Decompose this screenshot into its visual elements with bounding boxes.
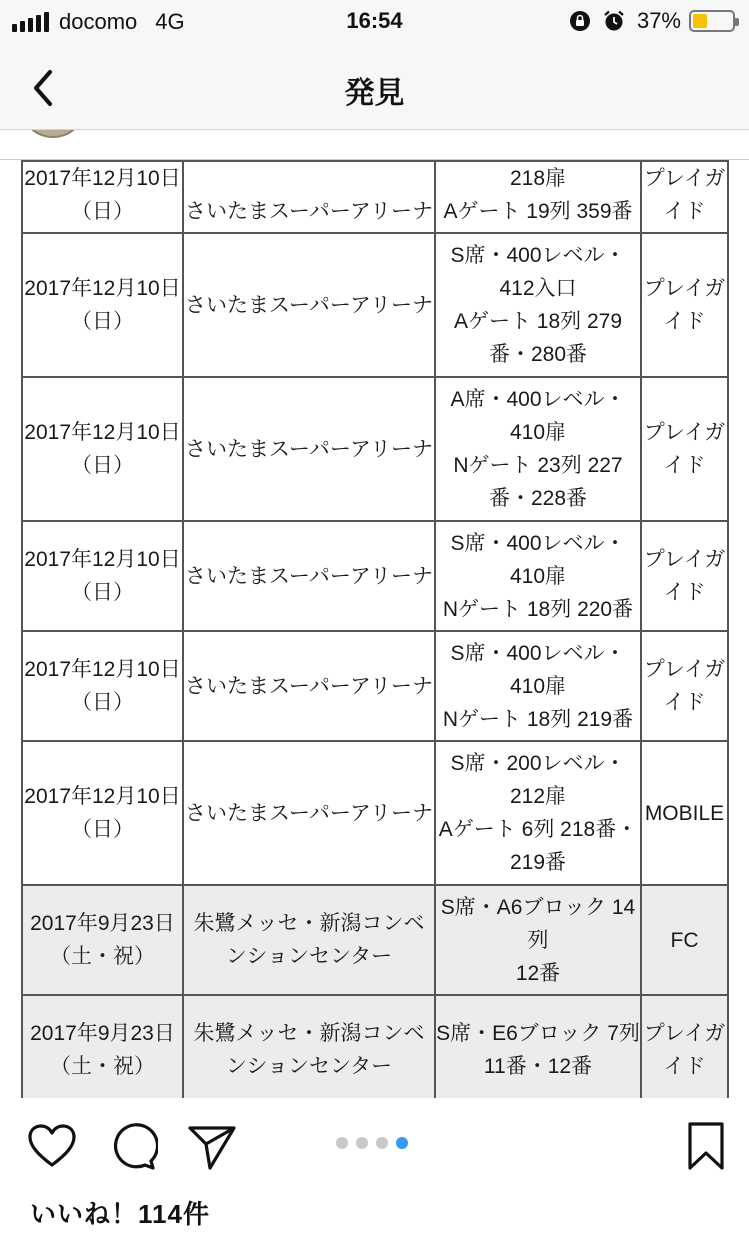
post-image[interactable] — [0, 130, 749, 1098]
status-bar — [0, 0, 749, 44]
status-right — [569, 8, 735, 34]
date-cell: 2017年12月10日（日） — [22, 521, 183, 631]
type-cell: FC — [641, 885, 728, 995]
venue-cell: さいたまスーパーアリーナ — [183, 233, 435, 377]
type-cell: プレイガイド — [641, 631, 728, 741]
table-row — [22, 233, 728, 377]
venue-cell: さいたまスーパーアリーナ — [183, 377, 435, 521]
seat-cell — [435, 161, 641, 233]
rotation-lock-icon — [569, 10, 591, 32]
table-row — [22, 995, 728, 1098]
type-cell: プレイガイド — [641, 233, 728, 377]
seat-line: S席・E6ブロック 7列 — [436, 1022, 640, 1045]
page-title: 発見 — [344, 77, 405, 110]
table-row — [22, 631, 728, 741]
seat-line: S席・400レベル・410扉 — [450, 531, 626, 588]
ticket-table-body — [22, 161, 728, 1098]
carousel-dot — [376, 1137, 388, 1149]
venue-cell: さいたまスーパーアリーナ — [183, 521, 435, 631]
seat-cell — [435, 233, 641, 377]
seat-line: S席・A6ブロック 14列 — [440, 895, 636, 952]
date-cell: 2017年12月10日（日） — [22, 161, 183, 233]
seat-line: Nゲート 23列 227番・228番 — [453, 454, 623, 510]
seat-line: 12番 — [515, 961, 561, 985]
battery-nub — [735, 18, 739, 26]
carrier-label: docomo — [59, 9, 138, 34]
comment-icon[interactable] — [106, 1120, 158, 1172]
ticket-table — [21, 160, 729, 1098]
chevron-left-icon[interactable] — [26, 66, 60, 110]
venue-cell: さいたまスーパーアリーナ — [183, 161, 435, 233]
table-row — [22, 741, 728, 885]
table-row — [22, 885, 728, 995]
venue-cell: さいたまスーパーアリーナ — [183, 741, 435, 885]
type-cell: MOBILE — [641, 741, 728, 885]
clock: 16:54 — [346, 8, 403, 33]
date-cell: 2017年9月23日（土・祝） — [22, 885, 183, 995]
seat-cell — [435, 631, 641, 741]
seat-cell — [435, 377, 641, 521]
venue-cell: さいたまスーパーアリーナ — [183, 631, 435, 741]
seat-line: Nゲート 18列 219番 — [442, 707, 634, 731]
bookmark-icon[interactable] — [680, 1120, 732, 1172]
venue-cell: 朱鷺メッセ・新潟コンベンションセンター — [183, 995, 435, 1098]
post-header-strip — [0, 130, 749, 160]
seat-cell — [435, 885, 641, 995]
seat-line: S席・400レベル・412入口 — [450, 244, 626, 300]
seat-cell — [435, 521, 641, 631]
carousel-dot — [356, 1137, 368, 1149]
seat-cell — [435, 995, 641, 1098]
table-row — [22, 377, 728, 521]
post-actions — [0, 1098, 749, 1234]
table-row — [22, 161, 728, 233]
seat-line: 218扉 — [509, 167, 567, 190]
seat-line: Nゲート 18列 220番 — [442, 597, 634, 621]
seat-line: Aゲート 18列 279番・280番 — [453, 310, 623, 366]
nav-bar — [0, 44, 749, 130]
seat-line: S席・200レベル・212扉 — [450, 752, 626, 808]
type-cell: プレイガイド — [641, 995, 728, 1098]
venue-cell: 朱鷺メッセ・新潟コンベンションセンター — [183, 885, 435, 995]
carousel-indicator — [336, 1137, 408, 1149]
likes-count[interactable]: いいね！114件 — [30, 1199, 210, 1229]
type-cell: プレイガイド — [641, 377, 728, 521]
date-cell: 2017年12月10日（日） — [22, 631, 183, 741]
seat-line: 11番・12番 — [483, 1055, 593, 1078]
battery-fill — [693, 14, 707, 28]
carousel-dot — [396, 1137, 408, 1149]
network-label: 4G — [155, 9, 185, 34]
seat-line: Aゲート 19列 359番 — [443, 200, 633, 223]
type-cell: プレイガイド — [641, 521, 728, 631]
seat-line: A席・400レベル・410扉 — [450, 388, 626, 444]
date-cell: 2017年12月10日（日） — [22, 741, 183, 885]
type-cell: プレイガイド — [641, 161, 728, 233]
date-cell: 2017年12月10日（日） — [22, 233, 183, 377]
alarm-icon — [603, 10, 625, 32]
battery-icon — [689, 10, 735, 32]
seat-line: S席・400レベル・410扉 — [450, 641, 626, 698]
battery-percent: 37% — [636, 8, 681, 33]
date-cell: 2017年9月23日（土・祝） — [22, 995, 183, 1098]
date-cell: 2017年12月10日（日） — [22, 377, 183, 521]
carousel-dot — [336, 1137, 348, 1149]
table-row — [22, 521, 728, 631]
heart-icon[interactable] — [26, 1120, 78, 1172]
seat-cell — [435, 741, 641, 885]
avatar — [24, 130, 82, 138]
seat-line: Aゲート 6列 218番・219番 — [438, 818, 638, 874]
send-icon[interactable] — [186, 1120, 238, 1172]
